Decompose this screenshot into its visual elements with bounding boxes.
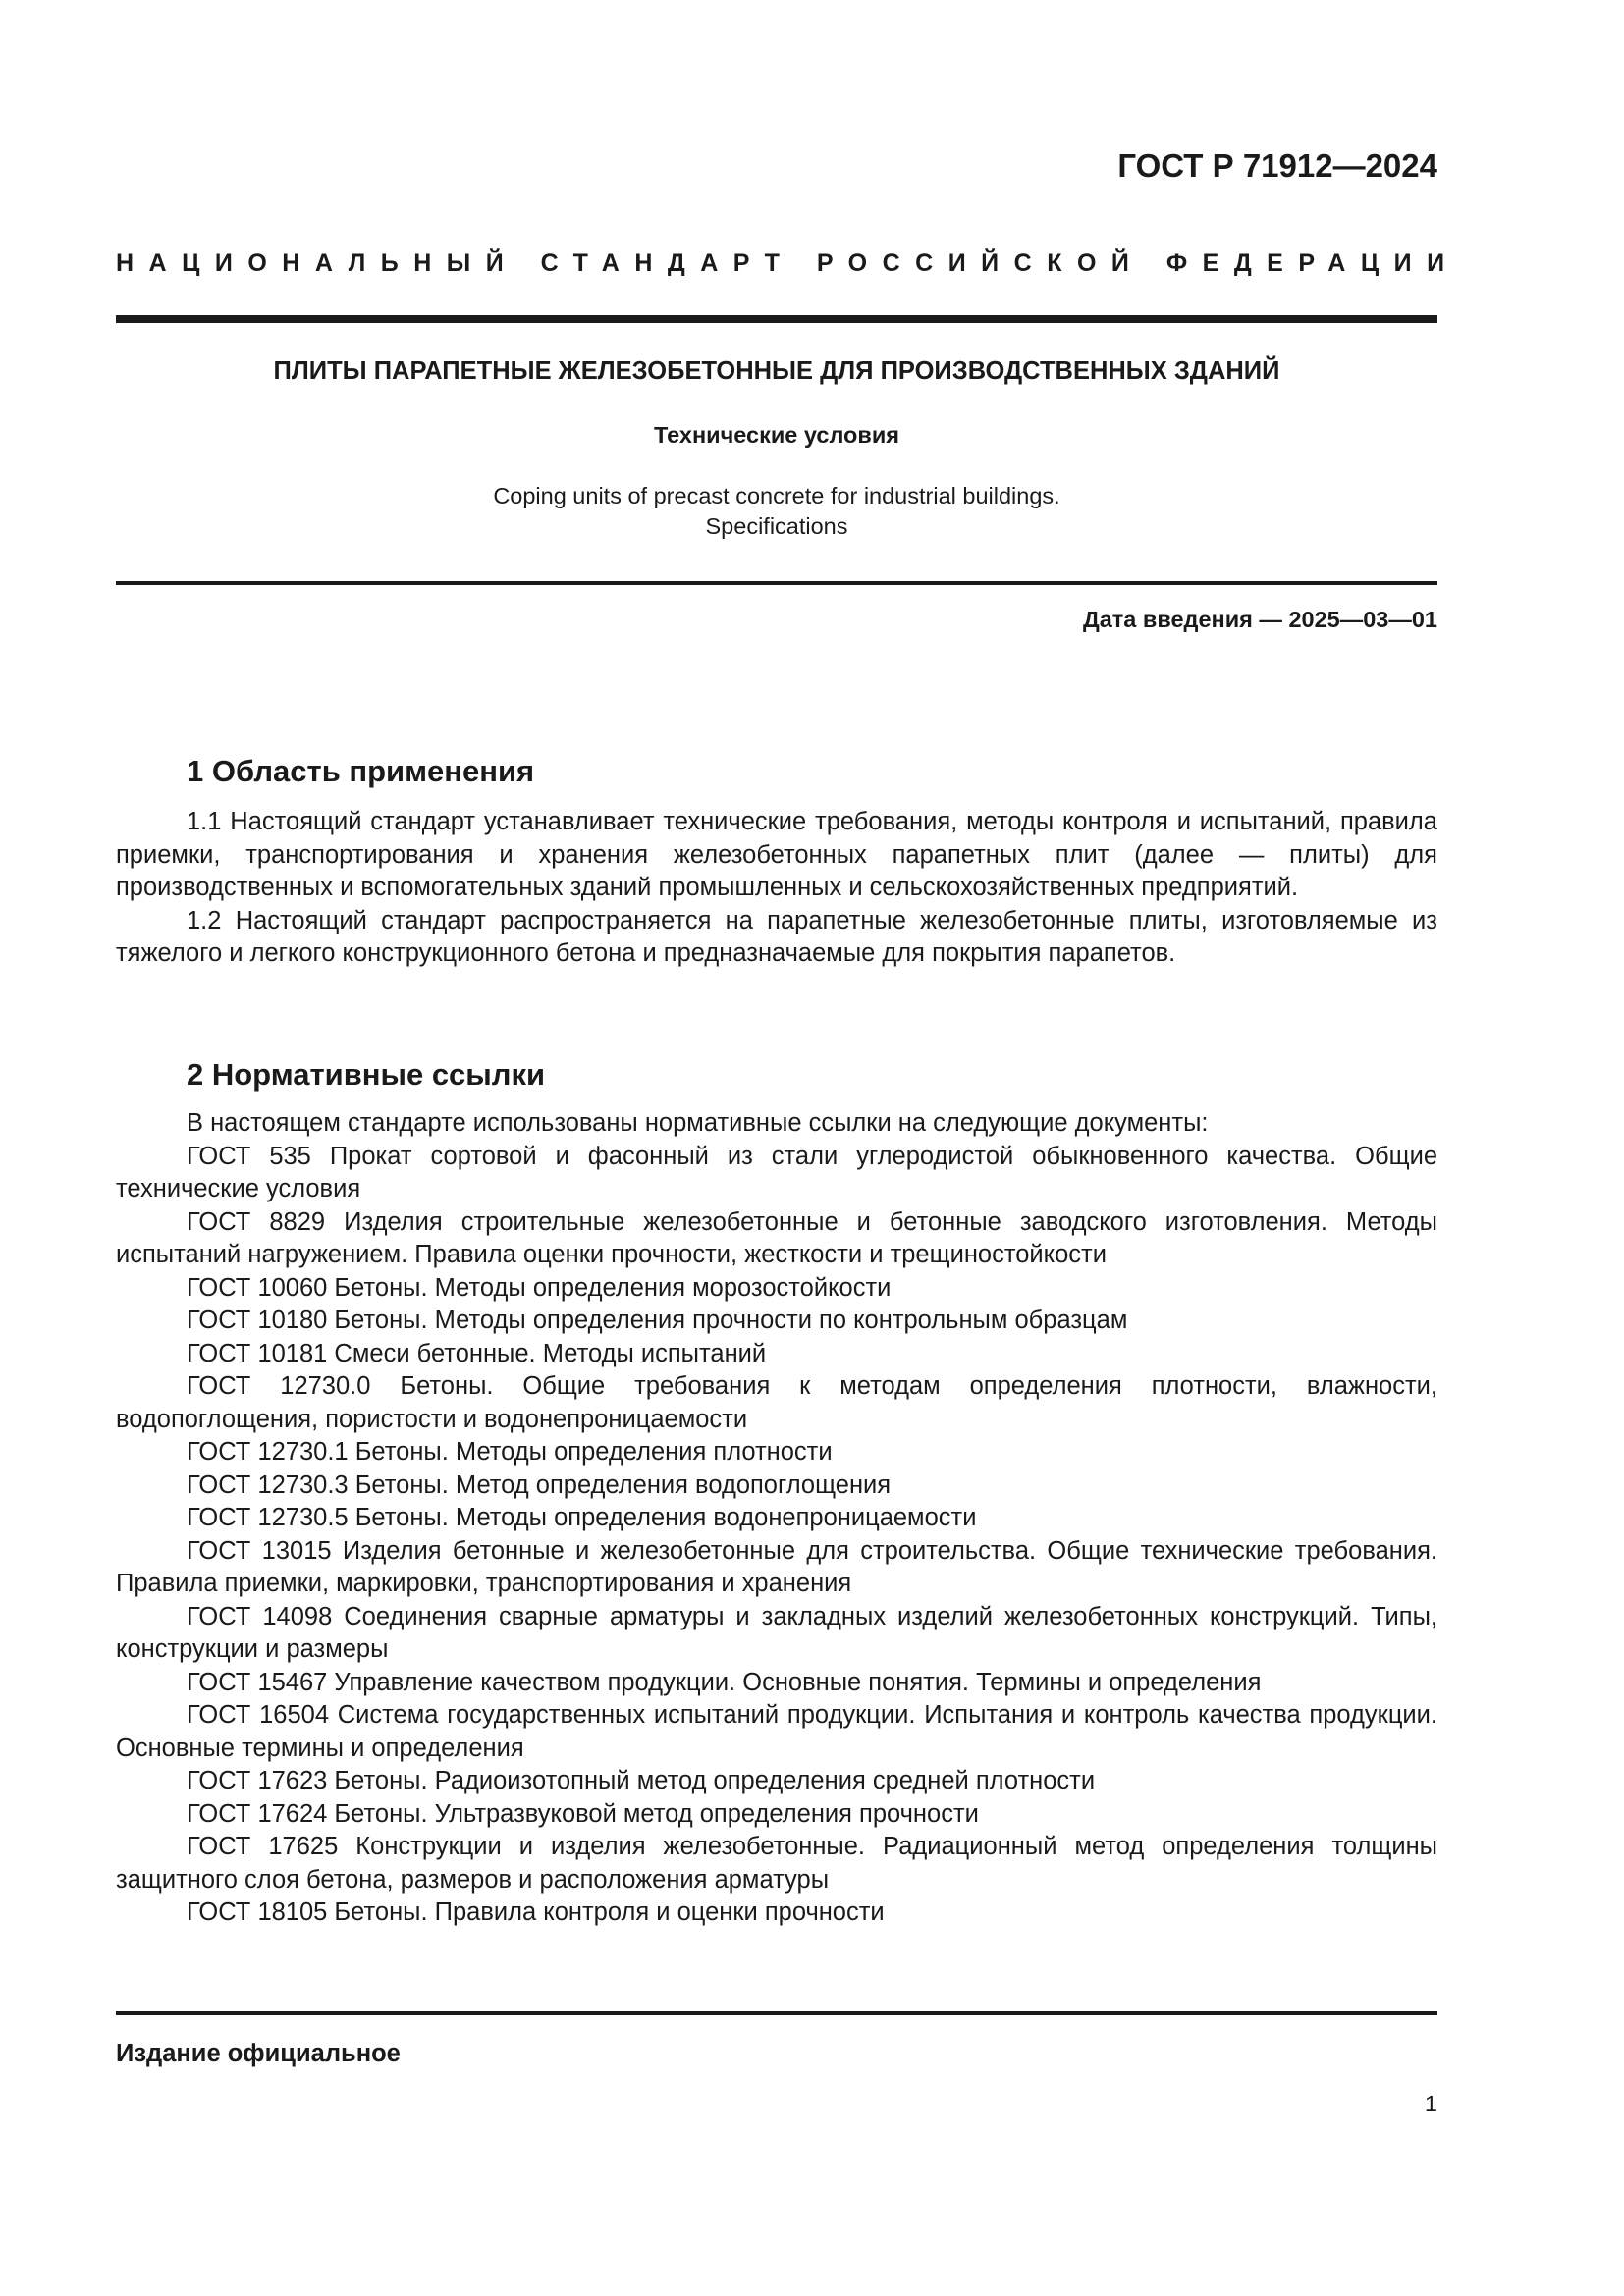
reference-item: ГОСТ 12730.3 Бетоны. Метод определения водопоглощения: [187, 1470, 892, 1499]
section-1-paragraph-2: 1.2 Настоящий стандарт распространяется на парапетные железобетонные плиты, изготовляемые из тяжелого и легкого конструкционного бетона и предназначаемые для покрытия парапетов.: [116, 906, 1437, 967]
section-2-intro: В настоящем стандарте использованы нормативные ссылки на следующие документы:: [187, 1109, 1209, 1137]
reference-item: ГОСТ 8829 Изделия строительные железобетонные и бетонные заводского изготовления. Методы испытаний нагружением. Правила оценки прочности, жесткости и трещиностойкости: [116, 1207, 1437, 1268]
reference-item: ГОСТ 12730.0 Бетоны. Общие требования к методам определения плотности, влажности, водопоглощения, пористости и водонепроницаемости: [116, 1372, 1437, 1433]
reference-item: ГОСТ 17625 Конструкции и изделия железобетонные. Радиационный метод определения толщины защитного слоя бетона, размеров и расположения арматуры: [116, 1833, 1437, 1894]
page-number: 1: [1424, 2091, 1437, 2116]
reference-item: ГОСТ 535 Прокат сортовой и фасонный из стали углеродистой обыкновенного качества. Общие технические условия: [116, 1142, 1437, 1202]
official-edition: Издание официальное: [116, 2040, 401, 2067]
section-1-paragraph-1: 1.1 Настоящий стандарт устанавливает технические требования, методы контроля и испытаний, правила приемки, транспортирования и хранения железобетонных парапетных плит (далее — плиты) для производственных и вспомогательных зданий промышленных и сельскохозяйственных предприятий.: [116, 808, 1437, 901]
section-2-body: [116, 1107, 1437, 1930]
reference-item: ГОСТ 15467 Управление качеством продукции. Основные понятия. Термины и определения: [187, 1668, 1262, 1696]
reference-item: ГОСТ 14098 Соединения сварные арматуры и закладных изделий железобетонных конструкций. Типы, конструкции и размеры: [116, 1602, 1437, 1663]
document-number: ГОСТ Р 71912—2024: [1117, 147, 1437, 184]
reference-item: ГОСТ 18105 Бетоны. Правила контроля и оценки прочности: [187, 1898, 885, 1926]
reference-item: ГОСТ 10181 Смеси бетонные. Методы испытаний: [187, 1339, 767, 1367]
document-subtitle: Технические условия: [653, 422, 900, 448]
english-title-line2: Specifications: [705, 513, 848, 539]
reference-item: ГОСТ 12730.5 Бетоны. Методы определения водонепроницаемости: [187, 1504, 977, 1531]
reference-item: ГОСТ 10060 Бетоны. Методы определения морозостойкости: [187, 1273, 892, 1302]
english-title: [116, 481, 1437, 542]
reference-item: ГОСТ 17624 Бетоны. Ультразвуковой метод определения прочности: [187, 1799, 979, 1828]
reference-item: ГОСТ 17623 Бетоны. Радиоизотопный метод определения средней плотности: [187, 1767, 1096, 1794]
footer-divider: [116, 2011, 1437, 2015]
header-divider: [116, 315, 1437, 323]
section-2-heading: 2 Нормативные ссылки: [187, 1057, 546, 1092]
reference-item: ГОСТ 13015 Изделия бетонные и железобетонные для строительства. Общие технические требования. Правила приемки, маркировки, транспортирования и хранения: [116, 1536, 1437, 1597]
reference-item: ГОСТ 16504 Система государственных испытаний продукции. Испытания и контроль качества продукции. Основные термины и определения: [116, 1701, 1437, 1762]
introduction-date: Дата введения — 2025—03—01: [1082, 607, 1437, 632]
document-title: ПЛИТЫ ПАРАПЕТНЫЕ ЖЕЛЕЗОБЕТОННЫЕ ДЛЯ ПРОИЗВОДСТВЕННЫХ ЗДАНИЙ: [273, 357, 1280, 385]
reference-item: ГОСТ 12730.1 Бетоны. Методы определения плотности: [187, 1438, 833, 1466]
section-1-body: [116, 806, 1437, 971]
english-title-line1: Coping units of precast concrete for industrial buildings.: [493, 483, 1060, 508]
reference-item: ГОСТ 10180 Бетоны. Методы определения прочности по контрольным образцам: [187, 1307, 1128, 1334]
section-1-heading: 1 Область применения: [187, 754, 535, 788]
title-divider: [116, 581, 1437, 585]
national-standard-banner: НАЦИОНАЛЬНЫЙ СТАНДАРТ РОССИЙСКОЙ ФЕДЕРАЦИИ: [116, 249, 1460, 277]
